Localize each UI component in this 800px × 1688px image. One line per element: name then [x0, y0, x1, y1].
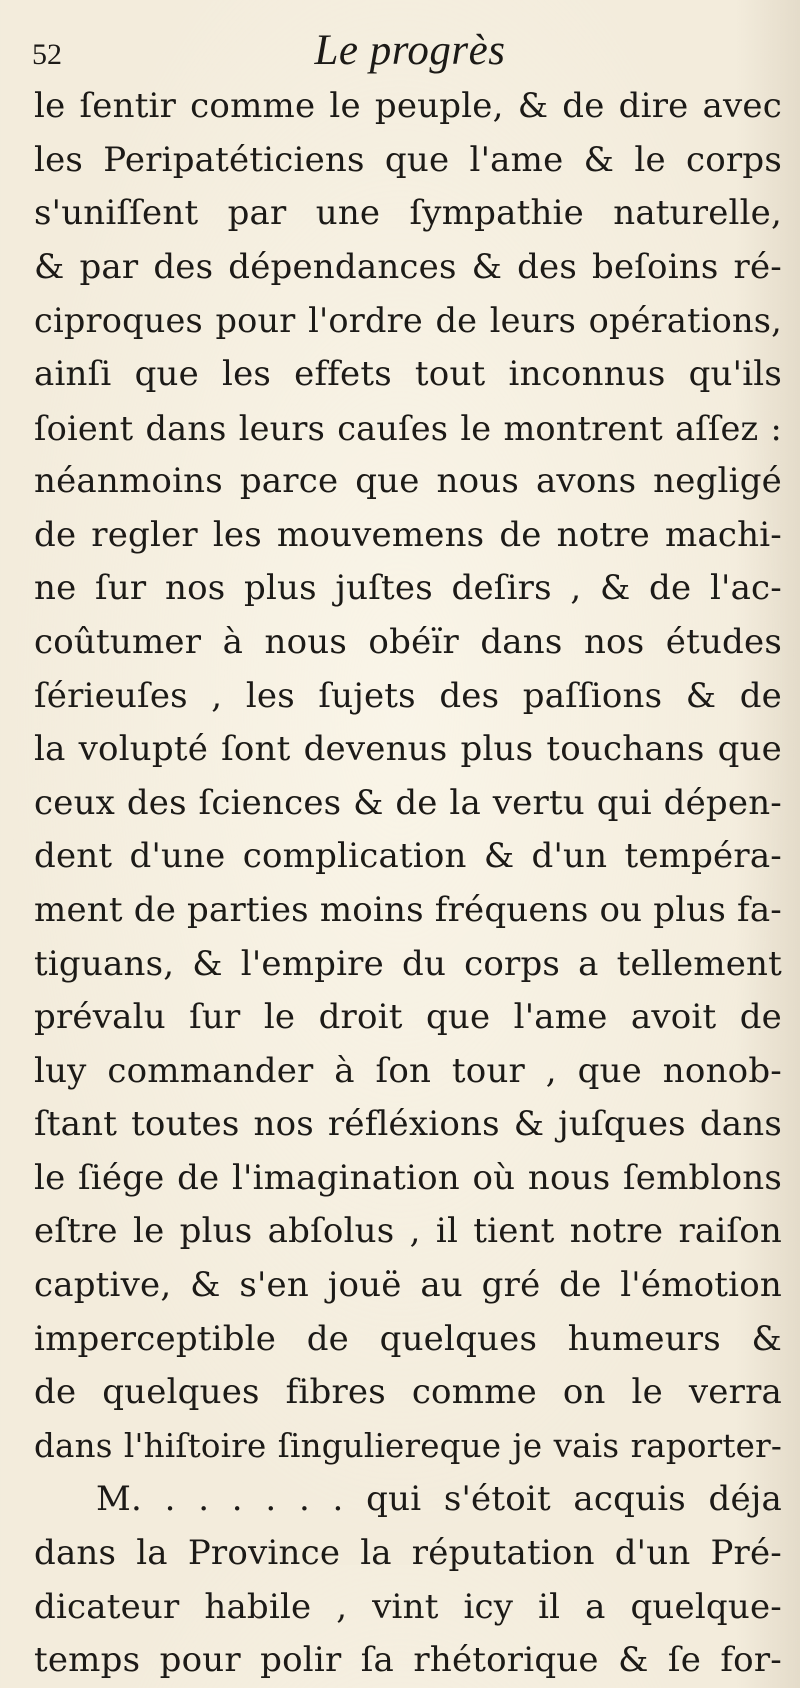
page-number: 52 [32, 38, 62, 71]
text-line: ment de parties moins fréquens ou plus fa- [34, 889, 782, 930]
text-line: dicateur habile , vint icy il a quelque- [34, 1586, 782, 1627]
text-line: prévalu ſur le droit que l'ame avoit de [34, 997, 782, 1038]
text-line: s'uniſſent par une ſympathie naturelle, [34, 193, 782, 234]
text-line: la volupté ſont devenus plus touchans que [34, 729, 782, 770]
text-line: de quelques fibres comme on le verra [34, 1372, 782, 1413]
text-line: dans l'hiſtoire ſinguliereque je vais raporter- [34, 1426, 782, 1465]
text-line: néanmoins parce que nous avons negligé [34, 461, 782, 502]
body-text [34, 80, 782, 1688]
text-line: dans la Province la réputation d'un Pré- [34, 1533, 782, 1574]
text-line: captive, & s'en jouë au gré de l'émotion [34, 1265, 782, 1306]
text-line: coûtumer à nous obéïr dans nos études [34, 621, 782, 662]
text-line: temps pour polir ſa rhétorique & ſe for- [34, 1640, 782, 1681]
text-line: les Peripatéticiens que l'ame & le corps [34, 139, 782, 180]
text-line: ſtant toutes nos réfléxions & juſques dans [34, 1104, 782, 1145]
text-line: ciproques pour l'ordre de leurs opérations, [34, 301, 782, 341]
text-line: de regler les mouvemens de notre machi- [34, 514, 782, 555]
text-line: ſérieuſes , les ſujets des paſſions & de [34, 675, 782, 716]
text-line: ne ſur nos plus juſtes deſirs , & de l'ac- [34, 568, 782, 609]
text-line: ainſi que les effets tout inconnus qu'ils [34, 353, 782, 394]
text-line: imperceptible de quelques humeurs & [34, 1318, 782, 1359]
text-line: le ſentir comme le peuple, & de dire avec [34, 86, 782, 126]
text-line: & par des dépendances & des beſoins ré- [34, 246, 782, 287]
text-line: luy commander à ſon tour , que nonob- [34, 1050, 782, 1091]
text-line: tiguans, & l'empire du corps a tellement [34, 943, 782, 984]
text-line: ceux des ſciences & de la vertu qui dépen- [34, 782, 782, 823]
running-title: Le progrès [314, 27, 506, 74]
text-line: M. . . . . . . qui s'étoit acquis déja [96, 1479, 782, 1520]
text-line: dent d'une complication & d'un tempéra- [34, 836, 782, 877]
text-line: le ſiége de l'imagination où nous ſemblons [34, 1157, 782, 1198]
text-line: eſtre le plus abſolus , il tient notre raiſon [34, 1211, 782, 1252]
text-line: ſoient dans leurs cauſes le montrent aſſez : [34, 408, 782, 448]
